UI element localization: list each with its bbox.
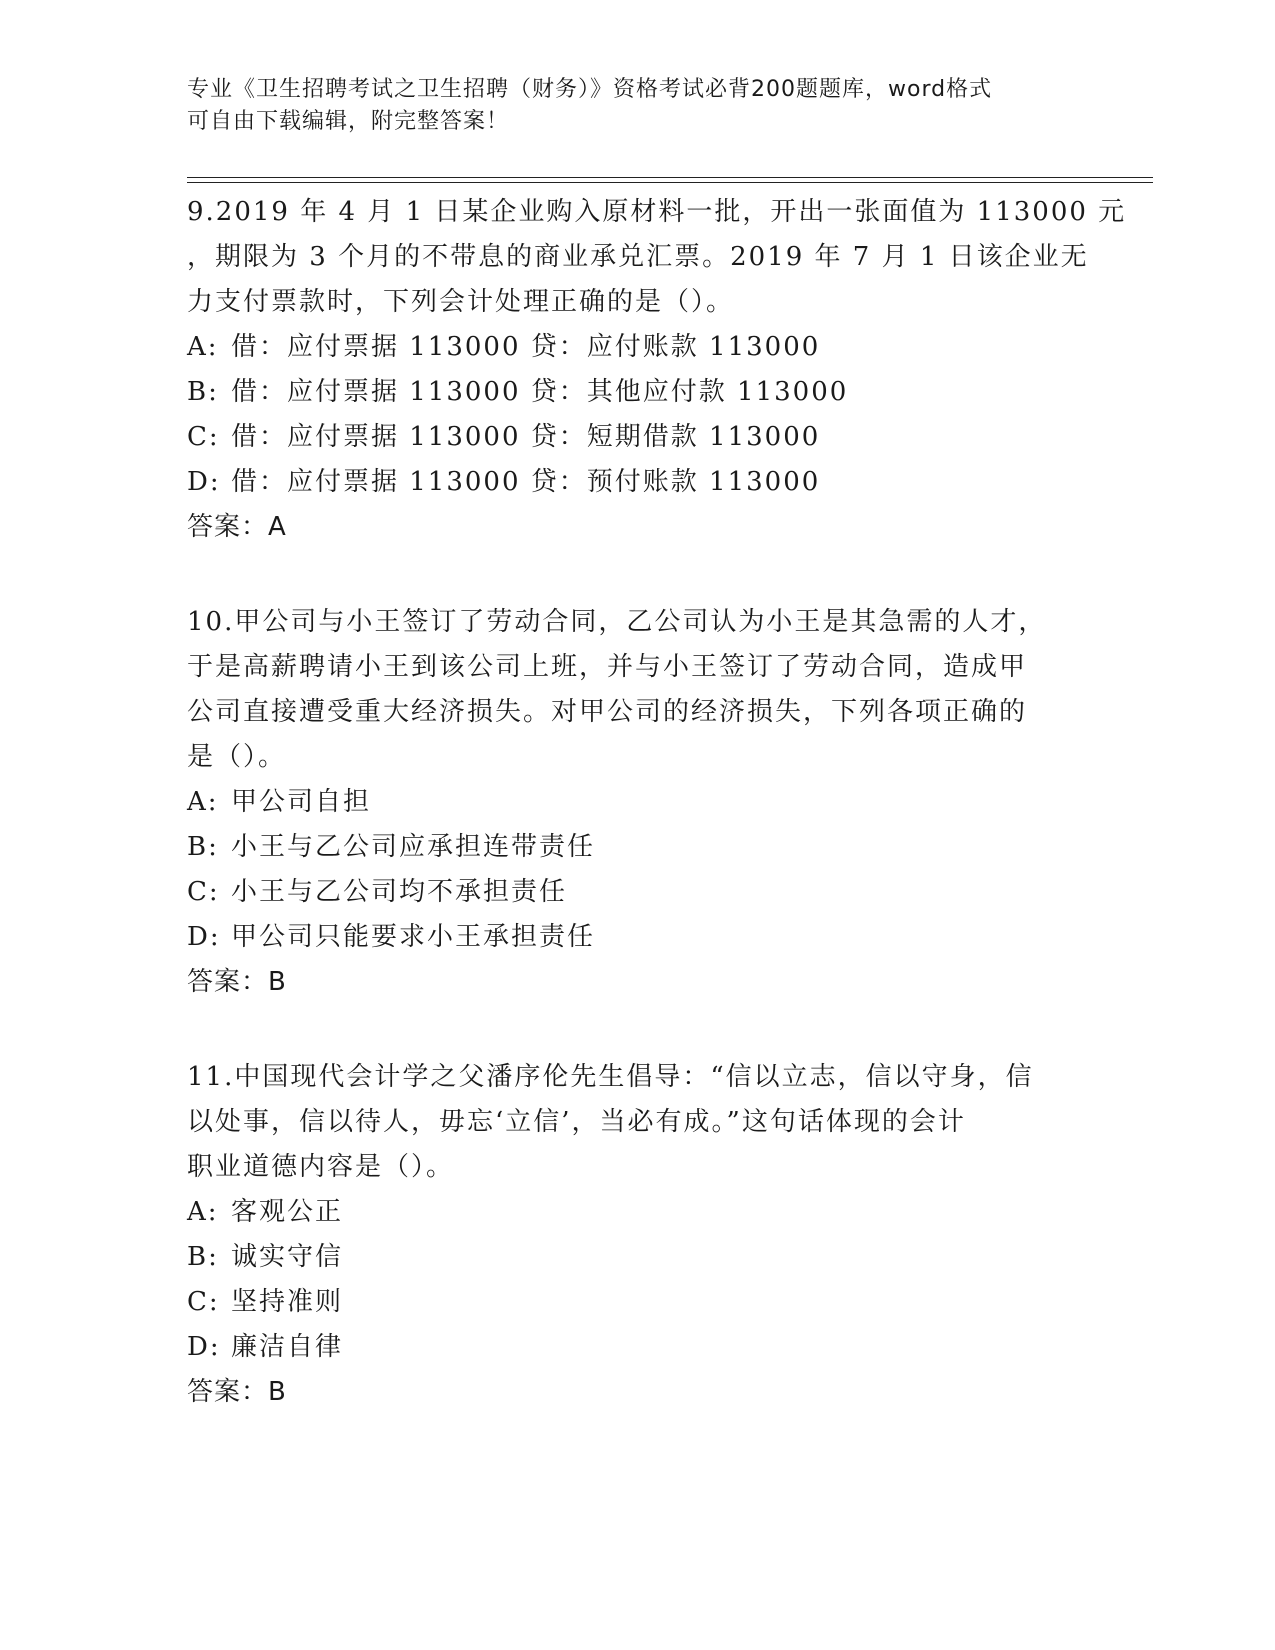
option-text: 借：应付票据 113000 贷：预付账款 113000 (231, 467, 821, 497)
stem-line: 11.中国现代会计学之父潘序伦先生倡导：“信以立志，信以守身，信 (187, 1062, 1034, 1092)
option-text: 借：应付票据 113000 贷：应付账款 113000 (231, 332, 821, 362)
option-b (187, 1235, 1087, 1280)
answer-line: 答案：B (187, 1377, 287, 1407)
option-text: 甲公司只能要求小王承担责任 (231, 922, 596, 952)
option-text: 借：应付票据 113000 贷：短期借款 113000 (231, 422, 821, 452)
stem-line: 以处事，信以待人，毋忘‘立信’，当必有成。”这句话体现的会计 (187, 1107, 966, 1137)
option-text: 客观公正 (231, 1197, 344, 1227)
option-letter: B: (187, 377, 219, 407)
option-letter: D: (187, 1332, 221, 1362)
option-d (187, 915, 1087, 960)
question-11 (187, 1055, 1087, 1415)
answer-line: 答案：A (187, 512, 287, 542)
header-line-2: 可自由下载编辑，附完整答案！ (187, 109, 510, 134)
option-b (187, 825, 1087, 870)
option-c (187, 415, 1087, 460)
option-letter: C: (187, 422, 220, 452)
option-d (187, 460, 1087, 505)
stem-line: ，期限为 3 个月的不带息的商业承兑汇票。2019 年 7 月 1 日该企业无 (187, 242, 1089, 272)
option-letter: D: (187, 922, 221, 952)
option-a (187, 780, 1087, 825)
option-a (187, 1190, 1087, 1235)
question-stem (187, 190, 1127, 325)
option-letter: B: (187, 1242, 219, 1272)
option-d (187, 1325, 1087, 1370)
option-text: 廉洁自律 (231, 1332, 344, 1362)
stem-line: 职业道德内容是（）。 (187, 1152, 455, 1182)
option-letter: D: (187, 467, 221, 497)
option-letter: C: (187, 1287, 220, 1317)
question-list (187, 190, 1127, 1415)
option-a (187, 325, 1087, 370)
question-10 (187, 600, 1087, 1005)
question-9 (187, 190, 1127, 550)
question-stem (187, 600, 1087, 780)
option-text: 甲公司自担 (231, 787, 372, 817)
document-header (187, 74, 1067, 138)
option-b (187, 370, 1087, 415)
option-c (187, 1280, 1087, 1325)
option-letter: A: (187, 787, 219, 817)
stem-line: 力支付票款时，下列会计处理正确的是（）。 (187, 287, 735, 317)
option-text: 诚实守信 (231, 1242, 344, 1272)
header-line-1: 专业《卫生招聘考试之卫生招聘（财务）》资格考试必背200题题库，word格式 (187, 77, 993, 102)
stem-line: 9.2019 年 4 月 1 日某企业购入原材料一批，开出一张面值为 113000 元 (187, 197, 1127, 227)
option-letter: C: (187, 877, 220, 907)
question-stem (187, 1055, 1087, 1190)
option-text: 借：应付票据 113000 贷：其他应付款 113000 (231, 377, 849, 407)
answer-line: 答案：B (187, 967, 287, 997)
option-c (187, 870, 1087, 915)
stem-line: 10.甲公司与小王签订了劳动合同，乙公司认为小王是其急需的人才， (187, 607, 1047, 637)
header-divider-bottom (187, 182, 1153, 183)
stem-line: 是（）。 (187, 742, 287, 772)
option-text: 小王与乙公司应承担连带责任 (231, 832, 596, 862)
option-text: 小王与乙公司均不承担责任 (231, 877, 568, 907)
option-letter: B: (187, 832, 219, 862)
option-letter: A: (187, 1197, 219, 1227)
header-divider-top (187, 177, 1153, 178)
stem-line: 于是高薪聘请小王到该公司上班，并与小王签订了劳动合同，造成甲 (187, 652, 1028, 682)
option-text: 坚持准则 (231, 1287, 344, 1317)
option-letter: A: (187, 332, 219, 362)
stem-line: 公司直接遭受重大经济损失。对甲公司的经济损失，下列各项正确的 (187, 697, 1028, 727)
